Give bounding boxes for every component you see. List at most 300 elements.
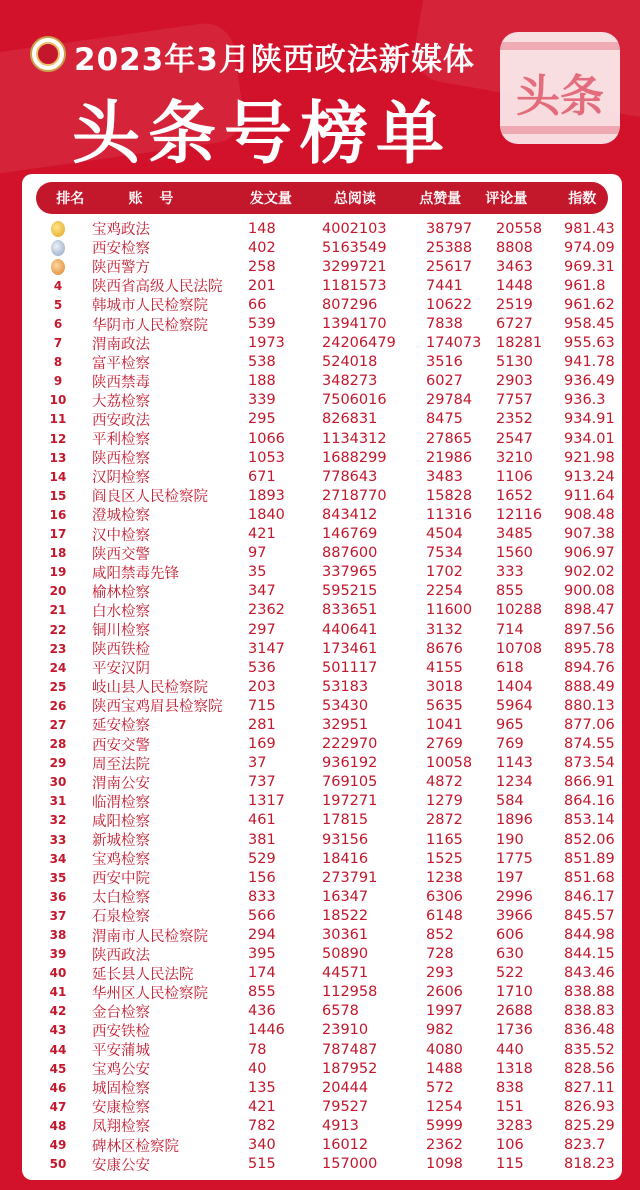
likes-count: 174073	[426, 335, 482, 352]
comments-count: 3463	[496, 258, 533, 275]
account-name: 西安政法	[92, 412, 150, 429]
index-score: 853.14	[564, 812, 615, 829]
posts-count: 529	[248, 850, 276, 867]
account-name: 陕西宝鸡眉县检察院	[92, 699, 223, 716]
comments-count: 7757	[496, 392, 533, 409]
comments-count: 20558	[496, 220, 543, 237]
rank-cell	[22, 257, 90, 276]
total-reads: 2718770	[322, 487, 387, 504]
comments-count: 1448	[496, 277, 533, 294]
comments-count: 618	[496, 659, 524, 676]
table-row	[22, 1078, 622, 1097]
table-row	[22, 238, 622, 257]
account-name: 陕西政法	[92, 947, 150, 964]
posts-count: 169	[248, 736, 276, 753]
likes-count: 728	[426, 946, 454, 963]
account-name: 陕西铁检	[92, 642, 150, 659]
likes-count: 4872	[426, 774, 463, 791]
rank-cell: 30	[49, 775, 67, 790]
table-row	[22, 1002, 622, 1021]
posts-count: 538	[248, 354, 276, 371]
column-header-account: 账 号	[128, 191, 180, 207]
total-reads: 348273	[322, 373, 378, 390]
table-row	[22, 544, 622, 563]
comments-count: 440	[496, 1041, 524, 1058]
index-score: 844.98	[564, 927, 615, 944]
rank-cell: 20	[49, 584, 67, 599]
posts-count: 737	[248, 774, 276, 791]
rank-cell: 9	[53, 374, 63, 389]
logo-text: 头条	[516, 71, 604, 122]
table-row	[22, 639, 622, 658]
total-reads: 833651	[322, 602, 378, 619]
index-score: 838.88	[564, 984, 615, 1001]
posts-count: 402	[248, 239, 276, 256]
rank-cell: 36	[49, 889, 67, 904]
index-score: 936.49	[564, 373, 615, 390]
likes-count: 5999	[426, 1117, 463, 1134]
table-row	[22, 219, 622, 238]
index-score: 826.93	[564, 1098, 615, 1115]
comments-count: 1896	[496, 812, 533, 829]
index-score: 844.15	[564, 946, 615, 963]
index-score: 936.3	[564, 392, 606, 409]
index-score: 894.76	[564, 659, 615, 676]
rank-cell: 42	[49, 1004, 67, 1019]
comments-count: 855	[496, 583, 524, 600]
rank-cell: 26	[49, 698, 67, 713]
index-score: 851.68	[564, 869, 615, 886]
posts-count: 156	[248, 869, 276, 886]
index-score: 955.63	[564, 335, 615, 352]
total-reads: 778643	[322, 468, 378, 485]
likes-count: 11600	[426, 602, 473, 619]
index-score: 835.52	[564, 1041, 615, 1058]
toutiao-logo	[500, 32, 620, 144]
rank-cell: 47	[49, 1099, 67, 1114]
total-reads: 595215	[322, 583, 378, 600]
index-score: 934.01	[564, 430, 615, 447]
total-reads: 18416	[322, 850, 369, 867]
account-name: 石泉检察	[92, 909, 150, 926]
table-row	[22, 868, 622, 887]
rank-cell: 7	[53, 336, 63, 351]
rank-cell: 46	[49, 1080, 67, 1095]
total-reads: 3299721	[322, 258, 387, 275]
account-name: 安康检察	[92, 1100, 150, 1117]
ranking-table	[22, 174, 622, 1180]
likes-count: 1254	[426, 1098, 463, 1115]
comments-count: 3283	[496, 1117, 533, 1134]
table-row	[22, 372, 622, 391]
account-name: 陕西警方	[92, 260, 150, 277]
comments-count: 1234	[496, 774, 533, 791]
posts-count: 188	[248, 373, 276, 390]
likes-count: 21986	[426, 449, 473, 466]
comments-count: 522	[496, 965, 524, 982]
account-name: 宝鸡公安	[92, 1062, 150, 1079]
index-score: 836.48	[564, 1022, 615, 1039]
comments-count: 1318	[496, 1060, 533, 1077]
table-row	[22, 1116, 622, 1135]
index-score: 874.55	[564, 736, 615, 753]
total-reads: 53430	[322, 697, 369, 714]
posts-count: 715	[248, 697, 276, 714]
rank-cell: 15	[49, 488, 67, 503]
index-score: 843.46	[564, 965, 615, 982]
total-reads: 50890	[322, 946, 369, 963]
posts-count: 782	[248, 1117, 276, 1134]
total-reads: 843412	[322, 506, 378, 523]
total-reads: 7506016	[322, 392, 387, 409]
posts-count: 855	[248, 984, 276, 1001]
table-row	[22, 257, 622, 276]
posts-count: 539	[248, 316, 276, 333]
posts-count: 35	[248, 564, 267, 581]
posts-count: 281	[248, 716, 276, 733]
column-header-comments: 评论量	[485, 191, 528, 207]
likes-count: 1279	[426, 793, 463, 810]
likes-count: 852	[426, 927, 454, 944]
account-name: 榆林检察	[92, 584, 150, 601]
rank-cell: 48	[49, 1118, 67, 1133]
posts-count: 421	[248, 526, 276, 543]
total-reads: 112958	[322, 984, 378, 1001]
likes-count: 5635	[426, 697, 463, 714]
table-row	[22, 945, 622, 964]
comments-count: 12116	[496, 506, 543, 523]
rank-cell: 31	[49, 794, 67, 809]
index-score: 900.08	[564, 583, 615, 600]
total-reads: 79527	[322, 1098, 369, 1115]
likes-count: 8475	[426, 411, 463, 428]
likes-count: 1165	[426, 831, 463, 848]
rank-cell: 23	[49, 641, 67, 656]
index-score: 941.78	[564, 354, 615, 371]
rank-cell: 17	[49, 527, 67, 542]
rank-cell: 34	[49, 851, 67, 866]
gold-medal-icon	[51, 221, 65, 237]
total-reads: 16347	[322, 888, 369, 905]
likes-count: 4080	[426, 1041, 463, 1058]
index-score: 888.49	[564, 678, 615, 695]
posts-count: 174	[248, 965, 276, 982]
rank-cell: 45	[49, 1061, 67, 1076]
account-name: 澄城检察	[92, 508, 150, 525]
table-row	[22, 1136, 622, 1155]
comments-count: 1652	[496, 487, 533, 504]
index-score: 818.23	[564, 1156, 615, 1173]
total-reads: 20444	[322, 1079, 369, 1096]
index-score: 828.56	[564, 1060, 615, 1077]
index-score: 851.89	[564, 850, 615, 867]
index-score: 823.7	[564, 1137, 606, 1154]
total-reads: 887600	[322, 545, 378, 562]
posts-count: 515	[248, 1156, 276, 1173]
posts-count: 671	[248, 468, 276, 485]
table-row	[22, 467, 622, 486]
account-name: 咸阳禁毒先锋	[92, 565, 179, 582]
index-score: 845.57	[564, 907, 615, 924]
table-row	[22, 582, 622, 601]
comments-count: 838	[496, 1079, 524, 1096]
table-row	[22, 906, 622, 925]
likes-count: 2362	[426, 1137, 463, 1154]
index-score: 974.09	[564, 239, 615, 256]
likes-count: 25388	[426, 239, 473, 256]
rank-cell	[22, 238, 90, 257]
posts-count: 339	[248, 392, 276, 409]
likes-count: 10058	[426, 755, 473, 772]
posts-count: 66	[248, 296, 267, 313]
likes-count: 8676	[426, 640, 463, 657]
table-row	[22, 849, 622, 868]
comments-count: 333	[496, 564, 524, 581]
total-reads: 146769	[322, 526, 378, 543]
comments-count: 197	[496, 869, 524, 886]
index-score: 898.47	[564, 602, 615, 619]
comments-count: 606	[496, 927, 524, 944]
index-score: 961.8	[564, 277, 606, 294]
likes-count: 3018	[426, 678, 463, 695]
total-reads: 1134312	[322, 430, 387, 447]
posts-count: 1973	[248, 335, 285, 352]
likes-count: 7441	[426, 277, 463, 294]
account-name: 平利检察	[92, 432, 150, 449]
posts-count: 566	[248, 907, 276, 924]
likes-count: 38797	[426, 220, 473, 237]
column-header-likes: 点赞量	[419, 191, 462, 207]
table-row	[22, 1097, 622, 1116]
comments-count: 1143	[496, 755, 533, 772]
account-name: 渭南公安	[92, 775, 150, 792]
likes-count: 982	[426, 1022, 454, 1039]
total-reads: 807296	[322, 296, 378, 313]
total-reads: 53183	[322, 678, 369, 695]
table-row	[22, 276, 622, 295]
table-header	[36, 182, 608, 214]
rank-cell: 6	[53, 317, 63, 332]
account-name: 太白检察	[92, 890, 150, 907]
total-reads: 440641	[322, 621, 378, 638]
account-name: 西安铁检	[92, 1023, 150, 1040]
table-row	[22, 887, 622, 906]
posts-count: 1446	[248, 1022, 285, 1039]
account-name: 陕西检察	[92, 451, 150, 468]
table-row	[22, 925, 622, 944]
total-reads: 1181573	[322, 277, 387, 294]
comments-count: 1106	[496, 468, 533, 485]
total-reads: 197271	[322, 793, 378, 810]
index-score: 838.83	[564, 1003, 615, 1020]
likes-count: 1238	[426, 869, 463, 886]
account-name: 金台检察	[92, 1004, 150, 1021]
account-name: 临渭检察	[92, 794, 150, 811]
column-header-reads: 总阅读	[333, 191, 376, 207]
likes-count: 2872	[426, 812, 463, 829]
total-reads: 16012	[322, 1137, 369, 1154]
posts-count: 1317	[248, 793, 285, 810]
likes-count: 293	[426, 965, 454, 982]
posts-count: 536	[248, 659, 276, 676]
page-title: 头条号榜单	[72, 95, 453, 174]
table-row	[22, 486, 622, 505]
rank-cell: 38	[49, 928, 67, 943]
likes-count: 15828	[426, 487, 473, 504]
posts-count: 1053	[248, 449, 285, 466]
account-name: 宝鸡检察	[92, 852, 150, 869]
comments-count: 18281	[496, 335, 543, 352]
account-name: 渭南政法	[92, 336, 150, 353]
index-score: 877.06	[564, 716, 615, 733]
comments-count: 190	[496, 831, 524, 848]
likes-count: 25617	[426, 258, 473, 275]
account-name: 碑林区检察院	[92, 1138, 179, 1155]
rank-cell: 12	[49, 431, 67, 446]
table-row	[22, 314, 622, 333]
table-row	[22, 1021, 622, 1040]
comments-count: 584	[496, 793, 524, 810]
comments-count: 106	[496, 1137, 524, 1154]
account-name: 白水检察	[92, 603, 150, 620]
comments-count: 1736	[496, 1022, 533, 1039]
table-row	[22, 792, 622, 811]
rank-cell	[22, 219, 90, 238]
index-score: 969.31	[564, 258, 615, 275]
likes-count: 27865	[426, 430, 473, 447]
comments-count: 2547	[496, 430, 533, 447]
index-score: 913.24	[564, 468, 615, 485]
table-row	[22, 1155, 622, 1174]
table-row	[22, 295, 622, 314]
total-reads: 337965	[322, 564, 378, 581]
comments-count: 3966	[496, 907, 533, 924]
likes-count: 7534	[426, 545, 463, 562]
posts-count: 148	[248, 220, 276, 237]
rank-cell: 19	[49, 565, 67, 580]
rank-cell: 4	[53, 278, 63, 293]
posts-count: 833	[248, 888, 276, 905]
total-reads: 24206479	[322, 335, 396, 352]
comments-count: 965	[496, 716, 524, 733]
column-header-rank: 排名	[56, 191, 85, 207]
table-row	[22, 811, 622, 830]
total-reads: 4913	[322, 1117, 359, 1134]
total-reads: 787487	[322, 1041, 378, 1058]
total-reads: 18522	[322, 907, 369, 924]
table-row	[22, 620, 622, 639]
column-header-index: 指数	[568, 191, 597, 207]
total-reads: 157000	[322, 1156, 378, 1173]
account-name: 陕西交警	[92, 546, 150, 563]
total-reads: 524018	[322, 354, 378, 371]
comments-count: 630	[496, 946, 524, 963]
index-score: 907.38	[564, 526, 615, 543]
comments-count: 151	[496, 1098, 524, 1115]
table-row	[22, 1040, 622, 1059]
page-subtitle: 2023年3月陕西政法新媒体	[74, 42, 475, 78]
index-score: 902.02	[564, 564, 615, 581]
posts-count: 381	[248, 831, 276, 848]
rank-cell: 28	[49, 737, 67, 752]
total-reads: 93156	[322, 831, 369, 848]
account-name: 凤翔检察	[92, 1119, 150, 1136]
total-reads: 23910	[322, 1022, 369, 1039]
index-score: 864.16	[564, 793, 615, 810]
rank-cell: 40	[49, 966, 67, 981]
total-reads: 30361	[322, 927, 369, 944]
total-reads: 1688299	[322, 449, 387, 466]
posts-count: 258	[248, 258, 276, 275]
rank-cell: 44	[49, 1042, 67, 1057]
table-row	[22, 448, 622, 467]
table-row	[22, 601, 622, 620]
likes-count: 1525	[426, 850, 463, 867]
account-name: 安康公安	[92, 1157, 150, 1174]
posts-count: 135	[248, 1079, 276, 1096]
table-body	[22, 219, 622, 1174]
index-score: 897.56	[564, 621, 615, 638]
comments-count: 1560	[496, 545, 533, 562]
rank-cell: 39	[49, 947, 67, 962]
account-name: 大荔检察	[92, 393, 150, 410]
comments-count: 5964	[496, 697, 533, 714]
table-row	[22, 429, 622, 448]
account-name: 周至法院	[92, 756, 150, 773]
rank-cell: 29	[49, 756, 67, 771]
comments-count: 3210	[496, 449, 533, 466]
posts-count: 2362	[248, 602, 285, 619]
posts-count: 40	[248, 1060, 267, 1077]
comments-count: 769	[496, 736, 524, 753]
posts-count: 203	[248, 678, 276, 695]
bronze-medal-icon	[51, 259, 65, 275]
posts-count: 294	[248, 927, 276, 944]
rank-cell: 21	[49, 603, 67, 618]
total-reads: 273791	[322, 869, 378, 886]
likes-count: 11316	[426, 506, 473, 523]
index-score: 908.48	[564, 506, 615, 523]
account-name: 新城检察	[92, 833, 150, 850]
total-reads: 32951	[322, 716, 369, 733]
table-row	[22, 830, 622, 849]
index-score: 825.29	[564, 1117, 615, 1134]
table-row	[22, 525, 622, 544]
index-score: 846.17	[564, 888, 615, 905]
likes-count: 2254	[426, 583, 463, 600]
posts-count: 201	[248, 277, 276, 294]
rank-cell: 32	[49, 813, 67, 828]
account-name: 延长县人民法院	[92, 966, 194, 983]
account-name: 铜川检察	[92, 623, 150, 640]
account-name: 富平检察	[92, 355, 150, 372]
account-name: 西安中院	[92, 871, 150, 888]
account-name: 阎良区人民检察院	[92, 489, 208, 506]
posts-count: 297	[248, 621, 276, 638]
comments-count: 2903	[496, 373, 533, 390]
rank-cell: 18	[49, 546, 67, 561]
likes-count: 6306	[426, 888, 463, 905]
posts-count: 1893	[248, 487, 285, 504]
rank-cell: 41	[49, 985, 67, 1000]
likes-count: 3516	[426, 354, 463, 371]
account-name: 平安蒲城	[92, 1043, 150, 1060]
table-row	[22, 735, 622, 754]
table-row	[22, 353, 622, 372]
account-name: 城固检察	[92, 1081, 150, 1098]
rank-cell: 11	[49, 412, 67, 427]
total-reads: 44571	[322, 965, 369, 982]
